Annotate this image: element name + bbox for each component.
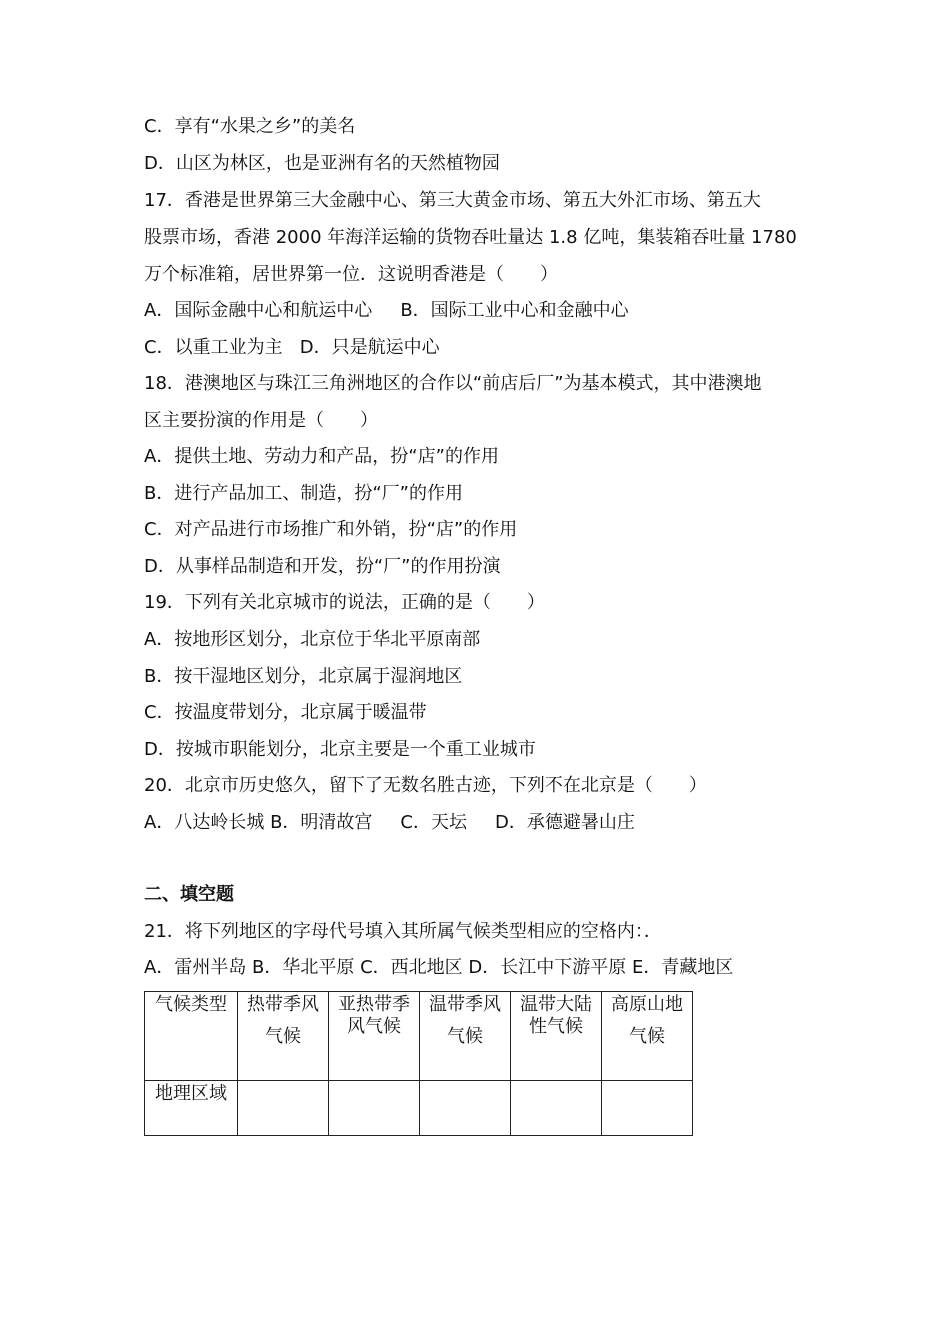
q17-stem-line3: 万个标准箱，居世界第一位．这说明香港是（ ）: [144, 264, 558, 285]
q17-options-ab: [144, 299, 629, 323]
answer-cell-highland-mountain[interactable]: [602, 1081, 693, 1136]
q17-option-d: D．只是航运中心: [299, 337, 440, 358]
table-answer-row: [145, 1081, 693, 1136]
header-temperate-continental: 温带大陆性气候: [511, 992, 602, 1081]
q19-option-d: D．按城市职能划分，北京主要是一个重工业城市: [144, 739, 536, 760]
header-highland-mountain: 高原山地 气候: [602, 992, 693, 1081]
q17-option-a: A．国际金融中心和航运中心: [144, 300, 373, 321]
answer-cell-tropical-monsoon[interactable]: [238, 1081, 329, 1136]
header-temperate-monsoon: 温带季风 气候: [420, 992, 511, 1081]
climate-table: [144, 991, 693, 1136]
q21-options: A．雷州半岛 B．华北平原 C．西北地区 D．长江中下游平原 E．青藏地区: [144, 957, 734, 978]
table-header-row: [145, 992, 693, 1081]
q17-option-c: C．以重工业为主: [144, 337, 283, 358]
q20-option-d: D．承德避暑山庄: [495, 812, 635, 833]
q18-stem-line1: 18．港澳地区与珠江三角洲地区的合作以“前店后厂”为基本模式，其中港澳地: [144, 373, 762, 394]
q19-option-b: B．按干湿地区划分，北京属于湿润地区: [144, 666, 463, 687]
q20-options: [144, 811, 635, 835]
q16-option-d: D．山区为林区，也是亚洲有名的天然植物园: [144, 153, 500, 174]
q19-option-a: A．按地形区划分，北京位于华北平原南部: [144, 629, 481, 650]
q21-stem: 21．将下列地区的字母代号填入其所属气候类型相应的空格内：．: [144, 921, 662, 942]
q20-option-b: B．明清故宫: [270, 812, 373, 833]
header-geographic-area: 地理区域: [145, 1081, 238, 1136]
q19-option-c: C．按温度带划分，北京属于暖温带: [144, 702, 427, 723]
answer-cell-temperate-monsoon[interactable]: [420, 1081, 511, 1136]
q17-stem-line2: 股票市场，香港 2000 年海洋运输的货物吞吐量达 1.8 亿吨，集装箱吞吐量 1780: [144, 227, 797, 248]
q18-option-d: D．从事样品制造和开发，扮“厂”的作用扮演: [144, 556, 501, 577]
q16-option-c: C．享有“水果之乡”的美名: [144, 116, 356, 137]
q18-option-b: B．进行产品加工、制造，扮“厂”的作用: [144, 483, 463, 504]
q19-stem: 19．下列有关北京城市的说法，正确的是（ ）: [144, 592, 545, 613]
answer-cell-temperate-continental[interactable]: [511, 1081, 602, 1136]
q18-option-c: C．对产品进行市场推广和外销，扮“店”的作用: [144, 519, 518, 540]
q20-option-c: C．天坛: [400, 812, 467, 833]
answer-cell-subtropical-monsoon[interactable]: [329, 1081, 420, 1136]
q17-stem-line1: 17．香港是世界第三大金融中心、第三大黄金市场、第五大外汇市场、第五大: [144, 190, 761, 211]
section-title: 二、填空题: [144, 884, 234, 905]
q18-option-a: A．提供土地、劳动力和产品，扮“店”的作用: [144, 446, 499, 467]
header-climate-type: 气候类型: [145, 992, 238, 1081]
q20-stem: 20．北京市历史悠久，留下了无数名胜古迹，下列不在北京是（ ）: [144, 775, 707, 796]
header-tropical-monsoon: 热带季风 气候: [238, 992, 329, 1081]
q18-stem-line2: 区主要扮演的作用是（ ）: [144, 410, 378, 431]
q20-option-a: A．八达岭长城: [144, 812, 265, 833]
header-subtropical-monsoon: 亚热带季风气候: [329, 992, 420, 1081]
q17-options-cd: [144, 336, 440, 360]
q17-option-b: B．国际工业中心和金融中心: [400, 300, 629, 321]
